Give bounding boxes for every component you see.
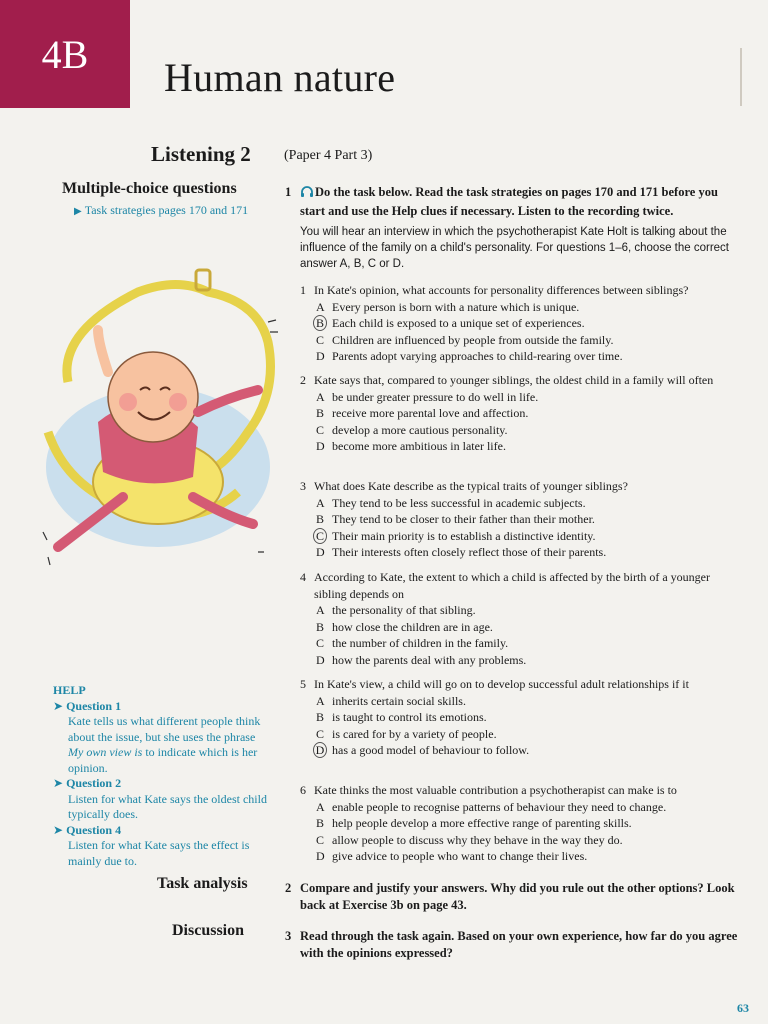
exercise-2-text: Compare and justify your answers. Why did you rule out the other options? Look back at Exercise 3b on page 43. [300, 881, 735, 912]
answer-option[interactable] [302, 799, 742, 816]
answer-option[interactable] [302, 709, 742, 726]
option-text: how close the children are in age. [332, 619, 493, 634]
option-letter: C [316, 422, 325, 437]
exercise-3-text: Read through the task again. Based on your own experience, how far do you agree with the opinions expressed? [300, 929, 738, 960]
option-letter: A [316, 799, 325, 814]
option-text: Their main priority is to establish a distinctive identity. [332, 528, 596, 543]
question-number: 3 [300, 479, 306, 493]
question-number: 4 [300, 570, 306, 584]
option-letter: C [316, 636, 325, 650]
option-text: how the parents deal with any problems. [332, 652, 527, 667]
answer-option[interactable] [302, 315, 742, 332]
exercise-2 [285, 880, 740, 914]
option-text: inherits certain social skills. [332, 693, 466, 708]
option-text: the number of children in the family. [332, 636, 509, 650]
question-number: 2 [300, 373, 306, 387]
section-heading: Listening 2 [151, 142, 251, 166]
option-letter: A [316, 299, 325, 314]
help-item [53, 823, 268, 870]
help-item-label: Question 1 [66, 698, 122, 713]
arrow-right-icon: ➤ [53, 698, 64, 713]
question-number: 5 [300, 677, 306, 691]
question-number: 6 [300, 783, 306, 797]
option-text: receive more parental love and affection. [332, 406, 529, 420]
answer-option[interactable] [302, 389, 742, 406]
option-text: Their interests often closely reflect those of their parents. [332, 545, 607, 559]
mcq-heading: Multiple-choice questions [62, 180, 237, 197]
exercise-3 [285, 928, 740, 962]
answer-option[interactable] [302, 815, 742, 832]
option-letter: C [316, 726, 325, 741]
option-letter: A [316, 495, 325, 510]
option-letter: D [313, 742, 327, 758]
exercise-instructions: You will hear an interview in which the psychotherapist Kate Holt is talking about the influence of the family on a child's personality. For questions 1–6, choose the correct answer A, B, C or D. [300, 226, 729, 270]
answer-option[interactable] [302, 422, 742, 439]
question-4 [302, 569, 742, 668]
paper-reference: (Paper 4 Part 3) [284, 148, 373, 163]
answer-option[interactable] [302, 299, 742, 316]
option-letter: C [313, 528, 327, 544]
spinning-child-illustration [28, 262, 292, 580]
question-stem: What does Kate describe as the typical traits of younger siblings? [314, 479, 628, 493]
exercise-1-text: Do the task below. Read the task strategies on pages 170 and 171 before you start and use the Help clues if necessary. Listen to the recording twice. [300, 185, 718, 218]
option-text: has a good model of behaviour to follow. [332, 743, 530, 757]
arrow-right-icon: ➤ [53, 822, 64, 837]
question-stem: Kate says that, compared to younger siblings, the oldest child in a family will often [314, 373, 714, 387]
option-letter: B [313, 315, 327, 331]
option-text: They tend to be less successful in academic subjects. [332, 495, 586, 510]
question-6 [302, 782, 742, 865]
option-text: is taught to control its emotions. [332, 710, 487, 724]
answer-option[interactable] [302, 332, 742, 349]
answer-option[interactable] [302, 742, 742, 759]
headphones-icon [300, 186, 315, 203]
option-letter: D [316, 439, 325, 453]
option-text: become more ambitious in later life. [332, 439, 506, 453]
question-number: 1 [300, 283, 306, 297]
option-text: give advice to people who want to change their lives. [332, 849, 588, 863]
question-5 [302, 676, 742, 759]
arrow-right-icon: ➤ [53, 776, 64, 790]
option-letter: C [316, 332, 325, 347]
option-text: the personality of that sibling. [332, 603, 476, 617]
answer-option[interactable] [302, 438, 742, 455]
task-analysis-label: Task analysis [157, 875, 248, 892]
help-item-label: Question 2 [66, 776, 122, 790]
help-item-text: Listen for what Kate says the oldest child typically does. [68, 791, 267, 821]
answer-option[interactable] [302, 693, 742, 710]
option-text: Parents adopt varying approaches to child-rearing over time. [332, 349, 623, 363]
option-letter: D [316, 545, 325, 559]
strategy-link-text: Task strategies pages 170 and 171 [84, 203, 249, 217]
option-letter: D [316, 349, 325, 363]
question-1 [302, 282, 742, 365]
answer-option[interactable] [302, 495, 742, 512]
page-number: 63 [737, 1001, 749, 1015]
option-letter: B [316, 710, 325, 724]
answer-option[interactable] [302, 652, 742, 669]
answer-option[interactable] [302, 832, 742, 849]
option-letter: A [316, 389, 325, 404]
answer-option[interactable] [302, 848, 742, 865]
unit-label [0, 0, 130, 108]
question-2 [302, 372, 742, 455]
help-item-text: Kate tells us what different people think about the issue, but she uses the phrase My own view is to indicate which is her opinion. [68, 714, 261, 775]
help-item-label: Question 4 [66, 822, 122, 837]
option-text: Each child is exposed to a unique set of experiences. [332, 316, 585, 330]
option-text: Every person is born with a nature which is unique. [332, 299, 580, 314]
question-stem: In Kate's opinion, what accounts for personality differences between siblings? [314, 283, 689, 297]
discussion-label: Discussion [172, 922, 245, 939]
exercise-number: 3 [285, 929, 292, 943]
help-item [53, 699, 268, 777]
answer-option[interactable] [302, 348, 742, 365]
option-letter: C [316, 832, 325, 847]
page-title: Human nature [164, 55, 396, 100]
unit-number: 4B [41, 31, 89, 77]
help-item [53, 776, 268, 823]
help-box [53, 683, 268, 869]
exercise-number: 2 [285, 881, 292, 895]
option-letter: A [316, 693, 325, 708]
option-letter: D [316, 849, 325, 863]
option-letter: B [316, 406, 325, 420]
option-letter: A [316, 603, 325, 617]
answer-option[interactable] [302, 528, 742, 545]
strategy-link[interactable] [74, 203, 248, 218]
option-text: They tend to be closer to their father than their mother. [332, 512, 595, 526]
question-stem: In Kate's view, a child will go on to develop successful adult relationships if it [314, 677, 689, 691]
question-stem: Kate thinks the most valuable contribution a psychotherapist can make is to [314, 783, 677, 797]
triangle-right-icon: ▶ [74, 206, 82, 217]
answer-option[interactable] [302, 602, 742, 619]
option-letter: D [316, 652, 325, 667]
option-text: be under greater pressure to do well in life. [332, 389, 539, 404]
answer-option[interactable] [302, 726, 742, 743]
answer-option[interactable] [302, 619, 742, 636]
option-letter: B [316, 816, 325, 830]
option-text: help people develop a more effective range of parenting skills. [332, 816, 632, 830]
option-text: enable people to recognise patterns of behaviour they need to change. [332, 799, 667, 814]
answer-option[interactable] [302, 635, 742, 652]
answer-option[interactable] [302, 511, 742, 528]
exercise-number: 1 [285, 185, 292, 199]
help-item-text: Listen for what Kate says the effect is mainly due to. [68, 838, 250, 868]
question-3 [302, 478, 742, 561]
exercise-1-intro [285, 184, 740, 220]
question-stem: According to Kate, the extent to which a child is affected by the birth of a younger sibling depends on [314, 570, 710, 601]
answer-option[interactable] [302, 405, 742, 422]
answer-option[interactable] [302, 544, 742, 561]
option-text: Children are influenced by people from outside the family. [332, 332, 614, 347]
option-letter: B [316, 512, 325, 526]
option-text: is cared for by a variety of people. [332, 726, 497, 741]
option-text: allow people to discuss why they behave in the way they do. [332, 832, 623, 847]
option-letter: B [316, 619, 325, 634]
option-text: develop a more cautious personality. [332, 422, 508, 437]
help-heading: HELP [53, 683, 86, 697]
